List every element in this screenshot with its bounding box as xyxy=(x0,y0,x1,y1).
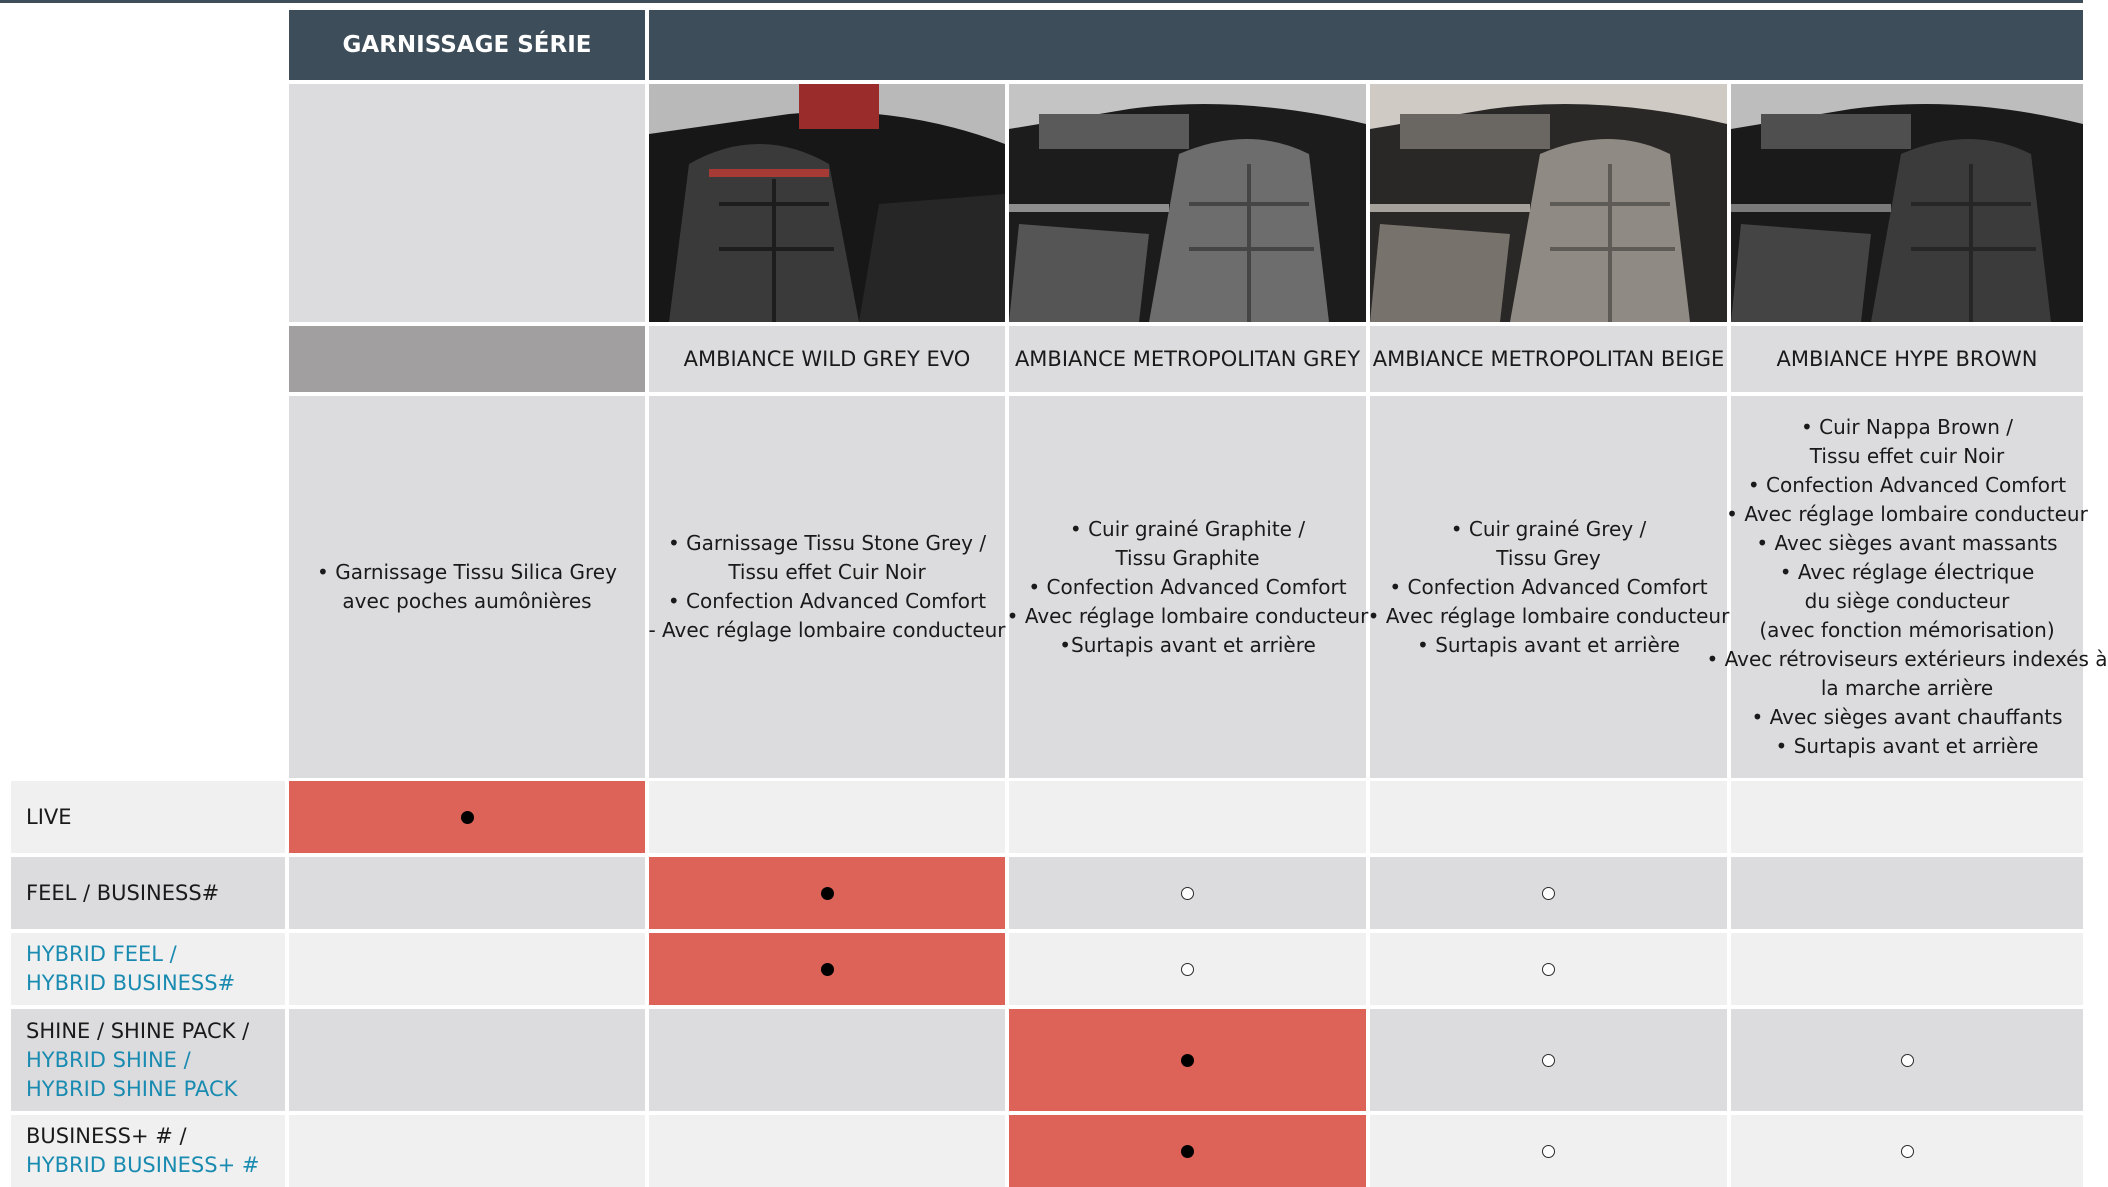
feature-line: • Confection Advanced Comfort xyxy=(1028,574,1347,599)
version-label xyxy=(11,1009,285,1111)
availability-cell xyxy=(1731,1115,2083,1187)
version-label xyxy=(11,933,285,1005)
availability-cell xyxy=(1731,781,2083,853)
feature-line: Tissu Graphite xyxy=(1115,545,1260,570)
feature-line: avec poches aumônières xyxy=(342,589,592,613)
version-label-line: LIVE xyxy=(26,804,72,829)
availability-cell xyxy=(1009,1009,1366,1111)
feature-line: • Confection Advanced Comfort xyxy=(1389,574,1708,599)
option-circle-icon xyxy=(1542,963,1555,976)
availability-cell xyxy=(1370,781,1727,853)
feature-line: Tissu Grey xyxy=(1496,545,1601,570)
serie-image-placeholder xyxy=(289,84,645,322)
serie-description xyxy=(289,396,645,778)
version-label-line: HYBRID BUSINESS# xyxy=(26,971,236,995)
version-label-line: HYBRID BUSINESS+ # xyxy=(26,1153,260,1177)
availability-cell xyxy=(649,933,1005,1005)
availability-cell xyxy=(1009,1115,1366,1187)
feature-line: du siège conducteur xyxy=(1804,589,2010,613)
standard-dot-icon xyxy=(461,811,474,824)
availability-cell xyxy=(289,857,645,929)
seat-photo-metropolitan-grey xyxy=(1009,84,1366,322)
seat-photo-metropolitan-beige-icon xyxy=(1370,84,1727,322)
availability-cell xyxy=(1731,933,2083,1005)
option-circle-icon xyxy=(1542,887,1555,900)
seat-photo-hype-brown-icon xyxy=(1731,84,2083,322)
ambiances-header-bar xyxy=(649,10,2083,80)
option-circle-icon xyxy=(1181,963,1194,976)
option-circle-icon xyxy=(1542,1054,1555,1067)
feature-line: la marche arrière xyxy=(1820,676,1994,700)
feature-line: • Garnissage Tissu Silica Grey xyxy=(317,560,617,584)
description-wild-grey-evo xyxy=(649,396,1005,778)
ambiance-name-hype-brown: AMBIANCE HYPE BROWN xyxy=(1731,326,2083,392)
feature-line: • Avec sièges avant chauffants xyxy=(1751,705,2063,729)
description-hype-brown xyxy=(1706,396,2108,778)
option-circle-icon xyxy=(1181,887,1194,900)
feature-line: • Confection Advanced Comfort xyxy=(1747,473,2067,497)
version-label xyxy=(11,857,285,929)
feature-line: • Confection Advanced Comfort xyxy=(667,589,987,613)
feature-line: • Avec rétroviseurs extérieurs indexés à xyxy=(1706,647,2108,671)
availability-cell xyxy=(1370,1009,1727,1111)
feature-line: - Avec réglage lombaire conducteur xyxy=(648,618,1006,642)
availability-cell xyxy=(1009,857,1366,929)
availability-cell xyxy=(1370,857,1727,929)
availability-cell xyxy=(649,1115,1005,1187)
seat-photo-wild-grey-evo-icon xyxy=(649,84,1005,322)
availability-cell xyxy=(1370,933,1727,1005)
seat-photo-metropolitan-beige xyxy=(1370,84,1727,322)
description-metropolitan-beige xyxy=(1367,396,1730,778)
standard-dot-icon xyxy=(1181,1054,1194,1067)
seat-photo-wild-grey-evo xyxy=(649,84,1005,322)
availability-cell xyxy=(649,781,1005,853)
feature-line: • Avec réglage lombaire conducteur xyxy=(1367,603,1730,628)
availability-cell xyxy=(1731,857,2083,929)
version-label-line: HYBRID FEEL / xyxy=(26,942,177,966)
version-label-line: SHINE / SHINE PACK / xyxy=(26,1018,250,1043)
option-circle-icon xyxy=(1542,1145,1555,1158)
feature-line: Tissu effet cuir Noir xyxy=(1809,444,2005,468)
garnissage-serie-header xyxy=(289,10,645,80)
feature-line: (avec fonction mémorisation) xyxy=(1759,618,2055,642)
seat-photo-metropolitan-grey-icon xyxy=(1009,84,1366,322)
feature-line: • Cuir grainé Grey / xyxy=(1450,516,1647,541)
feature-line: • Surtapis avant et arrière xyxy=(1417,632,1680,657)
feature-line: • Avec réglage électrique xyxy=(1779,560,2035,584)
version-label-line: BUSINESS+ # / xyxy=(26,1124,187,1148)
standard-dot-icon xyxy=(1181,1145,1194,1158)
availability-cell xyxy=(1009,781,1366,853)
availability-cell xyxy=(289,933,645,1005)
feature-line: • Avec réglage lombaire conducteur xyxy=(1726,502,2088,526)
availability-cell xyxy=(289,781,645,853)
feature-line: • Avec réglage lombaire conducteur xyxy=(1006,603,1369,628)
feature-line: • Garnissage Tissu Stone Grey / xyxy=(667,531,987,555)
description-metropolitan-grey xyxy=(1006,396,1369,778)
availability-cell xyxy=(1370,1115,1727,1187)
availability-cell xyxy=(649,1009,1005,1111)
feature-line: Tissu effet Cuir Noir xyxy=(728,560,926,584)
serie-name-placeholder xyxy=(289,326,645,392)
feature-line: • Surtapis avant et arrière xyxy=(1775,734,2039,758)
feature-line: • Cuir grainé Graphite / xyxy=(1069,516,1306,541)
version-label-line: HYBRID SHINE PACK xyxy=(26,1076,238,1101)
feature-line: • Cuir Nappa Brown / xyxy=(1800,415,2014,439)
standard-dot-icon xyxy=(821,887,834,900)
top-rule xyxy=(0,0,2083,3)
option-circle-icon xyxy=(1901,1145,1914,1158)
seat-photo-hype-brown xyxy=(1731,84,2083,322)
availability-cell xyxy=(289,1115,645,1187)
feature-line: •Surtapis avant et arrière xyxy=(1059,632,1316,657)
availability-cell xyxy=(289,1009,645,1111)
standard-dot-icon xyxy=(821,963,834,976)
option-circle-icon xyxy=(1901,1054,1914,1067)
availability-cell xyxy=(1009,933,1366,1005)
version-label xyxy=(11,1115,285,1187)
ambiance-name-wild-grey-evo: AMBIANCE WILD GREY EVO xyxy=(649,326,1005,392)
page-title: GARNISSAGE SÉRIE xyxy=(342,32,592,58)
availability-cell xyxy=(1731,1009,2083,1111)
availability-cell xyxy=(649,857,1005,929)
ambiance-name-metropolitan-beige: AMBIANCE METROPOLITAN BEIGE xyxy=(1370,326,1727,392)
version-label xyxy=(11,781,285,853)
version-label-line: FEEL / BUSINESS# xyxy=(26,880,220,905)
feature-line: • Avec sièges avant massants xyxy=(1756,531,2058,555)
version-label-line: HYBRID SHINE / xyxy=(26,1047,191,1072)
ambiance-name-metropolitan-grey: AMBIANCE METROPOLITAN GREY xyxy=(1009,326,1366,392)
